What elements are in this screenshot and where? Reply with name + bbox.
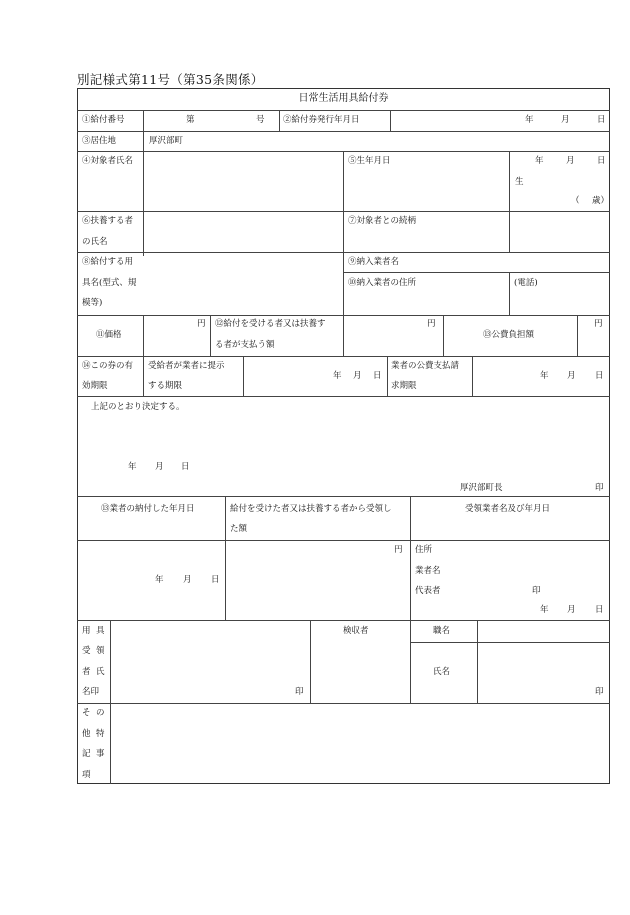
- present-deadline-label: 受給者が業者に提示: [148, 361, 225, 371]
- divider: [210, 315, 211, 356]
- divider: [77, 620, 610, 621]
- born-label: 生: [515, 177, 524, 187]
- price-label: ⑪価格: [96, 330, 122, 340]
- remarks-label: 他: [82, 729, 91, 739]
- day-label: 日: [595, 371, 604, 381]
- month-label: 月: [353, 371, 362, 381]
- mayor-label: 厚沢部町長: [460, 483, 503, 493]
- residence-value: 厚沢部町: [149, 136, 184, 146]
- validity-label: 効期限: [82, 381, 108, 391]
- divider: [472, 356, 473, 396]
- benefit-number-label: ①給付番号: [82, 115, 125, 125]
- yen-label: 円: [197, 319, 206, 329]
- divider: [410, 642, 610, 643]
- number-prefix: 第: [186, 115, 195, 125]
- day-label: 日: [597, 156, 606, 166]
- divider: [225, 496, 226, 620]
- month-label: 月: [567, 605, 576, 615]
- divider: [577, 315, 578, 356]
- month-label: 月: [155, 462, 164, 472]
- number-suffix: 号: [256, 115, 265, 125]
- divider: [77, 703, 610, 704]
- month-label: 月: [183, 575, 192, 585]
- day-label: 日: [597, 115, 606, 125]
- divider: [77, 496, 610, 497]
- device-name-label: ⑧給付する用: [82, 257, 134, 267]
- year-label: 年: [155, 575, 164, 585]
- receiver-label: 者: [82, 667, 91, 677]
- remarks-label: 特: [96, 729, 105, 739]
- divider: [243, 356, 244, 396]
- device-name-label: 具名(型式、規: [82, 278, 137, 288]
- divider: [410, 496, 411, 703]
- decision-text: 上記のとおり決定する。: [91, 402, 185, 412]
- claim-deadline-label: 求期限: [391, 381, 417, 391]
- claim-deadline-label: 業者の公費支払請: [391, 361, 460, 371]
- relation-label: ⑦対象者との続柄: [348, 216, 417, 226]
- form-header: 別記様式第11号（第35条関係）: [77, 72, 264, 87]
- device-name-label: 模等): [82, 298, 103, 308]
- yen-label: 円: [427, 319, 436, 329]
- validity-label: ⑭この券の有: [82, 361, 134, 371]
- divider: [143, 110, 144, 256]
- age-label: 歳）: [592, 196, 610, 206]
- residence-label: ③居住地: [82, 136, 117, 146]
- vendor-receipt-label: 受領業者名及び年月日: [465, 504, 551, 514]
- divider: [110, 620, 111, 784]
- remarks-label: 事: [96, 749, 105, 759]
- seal-mark: 印: [295, 687, 304, 697]
- divider: [77, 131, 610, 132]
- voucher-form: [77, 88, 610, 784]
- address-label: 住所: [415, 545, 433, 555]
- divider: [310, 620, 311, 703]
- year-label: 年: [535, 156, 544, 166]
- remarks-label: 記: [82, 749, 91, 759]
- received-amount-label: 給付を受けた者又は扶養する者から受領し: [230, 504, 392, 514]
- receiver-label: 用: [82, 626, 91, 636]
- phone-label: (電話): [514, 278, 538, 288]
- representative-label: 代表者: [415, 586, 441, 596]
- public-share-label: ⑬公費負担額: [483, 330, 535, 340]
- year-label: 年: [128, 462, 137, 472]
- remarks-label: そ: [82, 708, 91, 718]
- remarks-label: の: [96, 708, 105, 718]
- divider: [387, 356, 388, 396]
- receiver-label: 領: [96, 646, 105, 656]
- name-label: 氏名: [433, 667, 451, 677]
- delivery-date-label: ⑬業者の納付した年月日: [101, 504, 195, 514]
- year-label: 年: [540, 371, 549, 381]
- divider: [279, 110, 280, 131]
- year-label: 年: [525, 115, 534, 125]
- divider: [509, 272, 510, 315]
- birth-date-label: ⑤生年月日: [348, 156, 391, 166]
- receiver-label: 具: [96, 626, 105, 636]
- divider: [143, 356, 144, 396]
- seal-mark: 印: [595, 483, 604, 493]
- receiver-label: 氏: [96, 667, 105, 677]
- year-label: 年: [540, 605, 549, 615]
- divider: [509, 151, 510, 252]
- receiver-label: 受: [82, 646, 91, 656]
- yen-label: 円: [594, 319, 603, 329]
- divider: [343, 315, 344, 356]
- divider: [443, 315, 444, 356]
- yen-label: 円: [394, 545, 403, 555]
- month-label: 月: [567, 371, 576, 381]
- divider: [343, 272, 610, 273]
- received-amount-label: た額: [230, 524, 248, 534]
- day-label: 日: [211, 575, 220, 585]
- form-title: 日常生活用具給付券: [298, 93, 389, 104]
- vendor-address-label: ⑩納入業者の住所: [348, 278, 417, 288]
- age-open: （: [571, 196, 580, 206]
- guardian-label: ⑥扶養する者: [82, 216, 134, 226]
- vendor-name-label: 業者名: [415, 566, 441, 576]
- day-label: 日: [181, 462, 190, 472]
- divider: [77, 540, 610, 541]
- divider: [77, 356, 610, 357]
- subject-name-label: ④対象者氏名: [82, 156, 134, 166]
- inspector-label: 検収者: [343, 626, 369, 636]
- present-deadline-label: する期限: [148, 381, 183, 391]
- year-label: 年: [333, 371, 342, 381]
- divider: [343, 151, 344, 315]
- issue-date-label: ②給付券発行年月日: [283, 115, 360, 125]
- month-label: 月: [566, 156, 575, 166]
- day-label: 日: [595, 605, 604, 615]
- day-label: 日: [373, 371, 382, 381]
- copay-label: ⑫給付を受ける者又は扶養す: [215, 319, 326, 329]
- vendor-name-label: ⑨納入業者名: [348, 257, 400, 267]
- divider: [477, 620, 478, 703]
- receiver-label: 名印: [82, 687, 100, 697]
- month-label: 月: [561, 115, 570, 125]
- seal-mark: 印: [595, 687, 604, 697]
- seal-mark: 印: [532, 586, 541, 596]
- remarks-label: 項: [82, 770, 91, 780]
- divider: [77, 110, 610, 111]
- divider: [77, 396, 610, 397]
- divider: [390, 110, 391, 131]
- guardian-label: の氏名: [82, 237, 108, 247]
- position-label: 職名: [433, 626, 451, 636]
- divider: [143, 315, 144, 356]
- copay-label: る者が支払う額: [215, 340, 275, 350]
